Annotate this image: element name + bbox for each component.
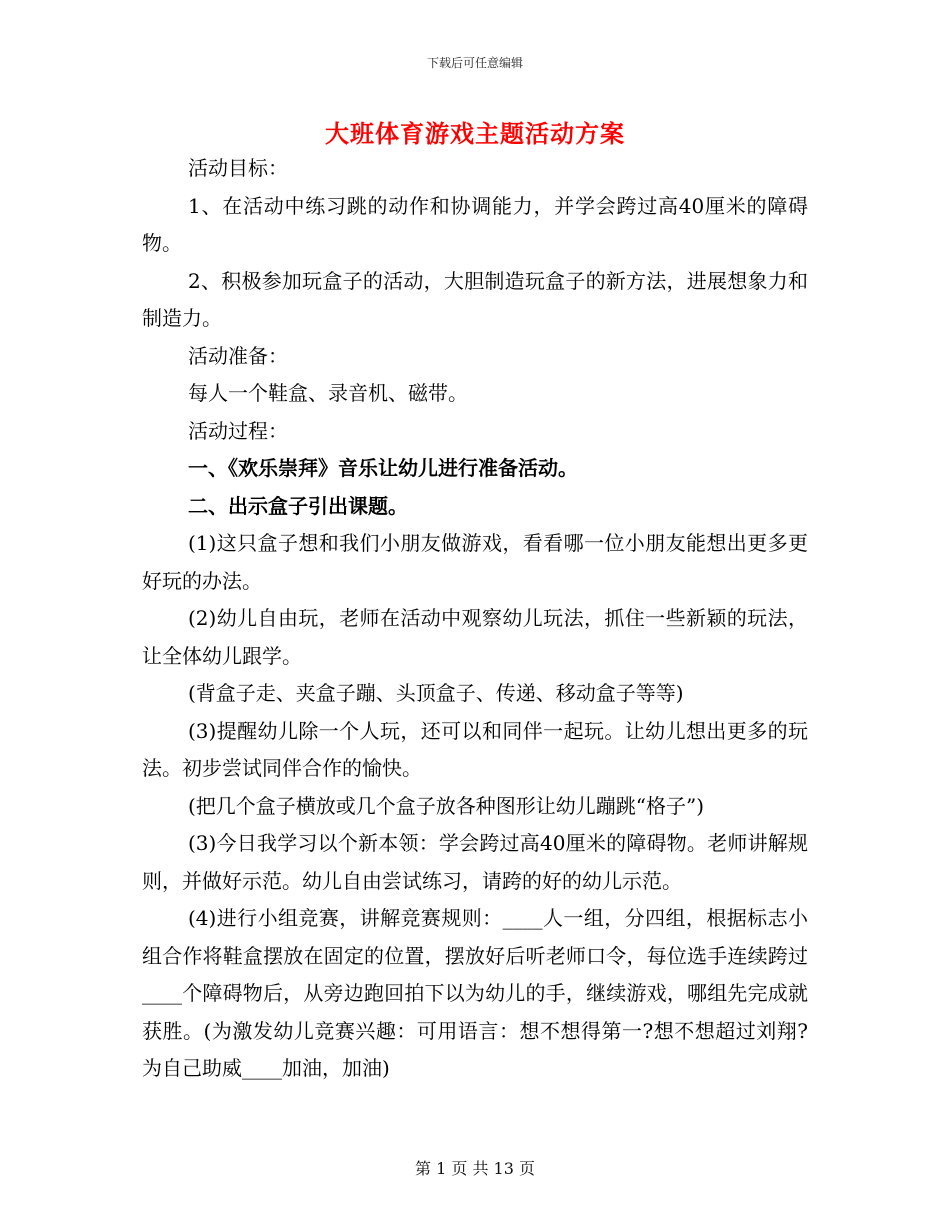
paragraph-step-one: 一、《欢乐崇拜》音乐让幼儿进行准备活动。: [188, 456, 578, 480]
paragraph-item-3: (3)提醒幼儿除一个人玩，还可以和同伴一起玩。让幼儿想出更多的玩法。初步尝试同伴合作的愉快。: [142, 718, 808, 780]
paragraph-item-3b: (3)今日我学习以个新本领：学会跨过高40厘米的障碍物。老师讲解规则，并做好示范。幼儿自由尝试练习，请跨的好的幼儿示范。: [142, 831, 808, 893]
paragraph-prep-heading: 活动准备：: [188, 343, 288, 368]
paragraph-item-2-note: (背盒子走、夹盒子蹦、头顶盒子、传递、移动盒子等等): [188, 681, 684, 705]
paragraph-item-3-note: (把几个盒子横放或几个盒子放各种图形让幼儿蹦跳“格子”): [188, 793, 705, 818]
page-number: 第 1 页 共 13 页: [415, 1159, 535, 1178]
header-note: 下载后可任意编辑: [426, 56, 523, 70]
paragraph-goal-1: 1、在活动中练习跳的动作和协调能力，并学会跨过高40厘米的障碍物。: [142, 193, 808, 255]
paragraph-item-4: (4)进行小组竞赛，讲解竞赛规则：____人一组，分四组，根据标志小组合作将鞋盒摆放在固定的位置，摆放好后听老师口令，每位选手连续跨过____个障碍物后，从旁边跑回拍下以为幼儿的手，继续游戏，哪组先完成就获胜。(为激发幼儿竞赛兴趣：可用语言：想不想得第一?想不想超过刘翔?为自己助威____加油，加油): [142, 906, 808, 1080]
paragraph-process-heading: 活动过程：: [188, 418, 288, 443]
paragraph-goals-heading: 活动目标：: [188, 156, 288, 180]
document-body: [142, 150, 808, 1088]
paragraph-prep-items: 每人一个鞋盒、录音机、磁带。: [188, 381, 468, 405]
paragraph-step-two: 二、出示盒子引出课题。: [188, 493, 408, 518]
paragraph-goal-2: 2、积极参加玩盒子的活动，大胆制造玩盒子的新方法，进展想象力和制造力。: [142, 268, 808, 330]
paragraph-item-2: (2)幼儿自由玩，老师在活动中观察幼儿玩法，抓住一些新颖的玩法，让全体幼儿跟学。: [142, 606, 808, 668]
document-title: 大班体育游戏主题活动方案: [325, 119, 625, 148]
paragraph-item-1: (1)这只盒子想和我们小朋友做游戏，看看哪一位小朋友能想出更多更好玩的办法。: [142, 531, 808, 593]
